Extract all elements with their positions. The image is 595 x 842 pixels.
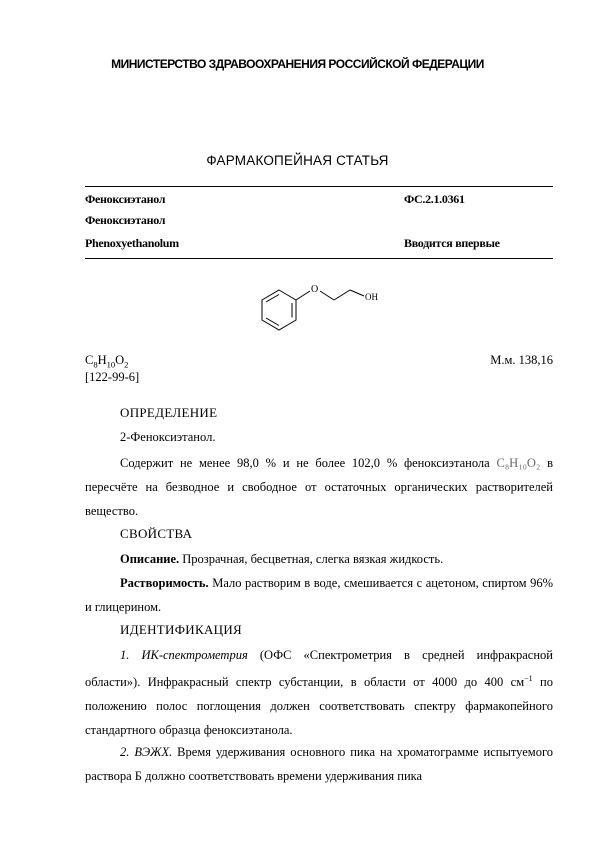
- hydroxyl-label: OH: [365, 292, 378, 302]
- cas-number: [122-99-6]: [85, 370, 140, 384]
- monograph-code: ФС.2.1.0361: [404, 192, 465, 206]
- name-latin: Phenoxyethanolum: [85, 236, 179, 250]
- molecular-weight: М.м. 138,16: [490, 353, 553, 367]
- ministry-title: МИНИСТЕРСТВО ЗДРАВООХРАНЕНИЯ РОССИЙСКОЙ ФЕДЕРАЦИИ: [111, 57, 484, 71]
- definition-heading: ОПРЕДЕЛЕНИЕ: [120, 405, 218, 420]
- bond-carbon-carbon: [334, 290, 350, 300]
- bottom-rule: [85, 258, 553, 259]
- oxygen-label: O: [311, 284, 319, 295]
- content-paragraph: Содержит не менее 98,0 % и не более 102,0 % феноксиэтанола C₈H₁₀O₂ в пересчёте на безводное и свободное от остаточных органических растворителей вещество.: [85, 456, 553, 518]
- molecular-formula: $C_8H_{10}O_2$: [85, 353, 129, 370]
- ir-paragraph: 1. ИК-спектрометрия (ОФС «Спектрометрия в средней инфракрасной области»). Инфракрасный спектр субстанции, в области от 4000 до 400 $см^{-1}$ по положению полос поглощения должен соответствовать спектру фармакопейного стандартного образца феноксиэтанола.: [85, 648, 553, 738]
- name-ru-1: Феноксиэтанол: [85, 192, 166, 206]
- bond-oxygen-carbon: [320, 291, 334, 300]
- phenoxyethanol-structure: [258, 276, 388, 336]
- document-title: ФАРМАКОПЕЙНАЯ СТАТЬЯ: [206, 153, 389, 168]
- top-rule: [85, 186, 553, 187]
- hplc-paragraph: 2. ВЭЖХ. Время удерживания основного пика на хроматограмме испытуемого раствора Б должно соответствовать времени удерживания пика: [85, 745, 554, 783]
- name-ru-2: Феноксиэтанол: [85, 213, 166, 227]
- introduction-status: Вводится впервые: [404, 236, 500, 250]
- solubility-paragraph: Растворимость. Мало растворим в воде, смешивается с ацетоном, спиртом 96% и глицерином.: [85, 576, 553, 614]
- bond-carbon-hydroxyl: [350, 290, 364, 296]
- definition-name: 2-Феноксиэтанол.: [120, 430, 216, 444]
- description-paragraph: Описание. Прозрачная, бесцветная, слегка вязкая жидкость.: [120, 552, 444, 566]
- bond-ring-oxygen: [296, 291, 310, 300]
- properties-heading: СВОЙСТВА: [120, 526, 193, 541]
- benzene-ring: [262, 290, 364, 330]
- identification-heading: ИДЕНТИФИКАЦИЯ: [120, 622, 242, 637]
